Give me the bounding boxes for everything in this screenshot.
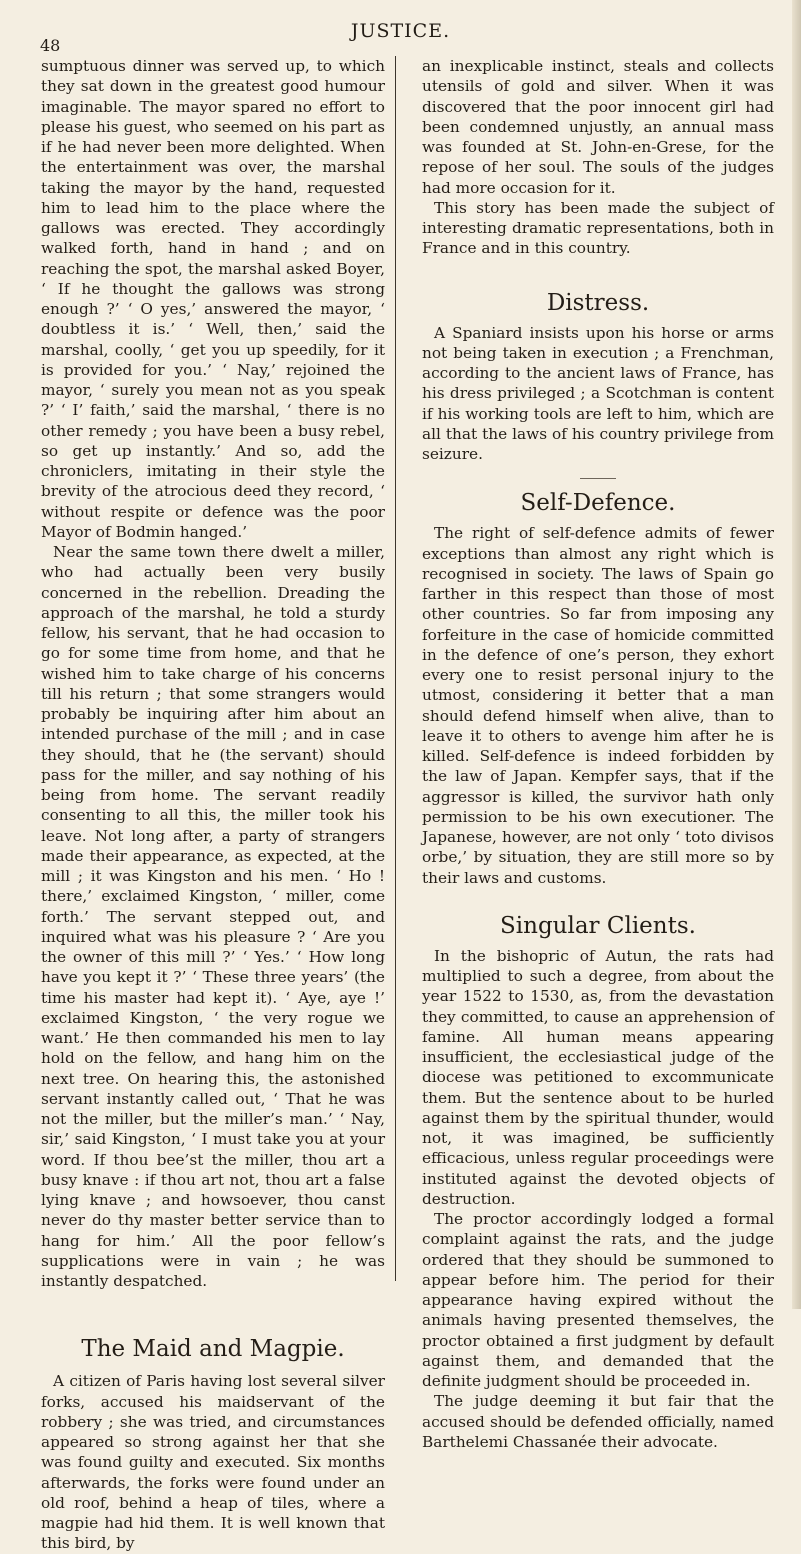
right-paragraph-2: This story has been made the subject of interesting dramatic representations, both in France and in this country.	[422, 198, 774, 258]
right-paragraph-3: A Spaniard insists upon his horse or arms not being taken in execution ; a Frenchman, according to the ancient laws of France, has his dress privileged ; a Scotchman is content if his working tools are left to him, which are all that the laws of his country privilege from seizure.	[422, 323, 774, 463]
right-paragraph-1: an inexplicable instinct, steals and collects utensils of gold and silver. When it was discovered that the poor innocent girl had been condemned unjustly, an annual mass was founded at St. John-en-Grese, for the repose of her soul. The souls of the judges had more occasion for it.	[422, 57, 774, 197]
running-head: JUSTICE.	[350, 20, 451, 42]
heading-singular-clients: Singular Clients.	[500, 912, 696, 939]
right-paragraph-5: In the bishopric of Autun, the rats had multiplied to such a degree, from about the year 1522 to 1530, as, from the devastation they committed, to cause an apprehension of famine. All human means appearing insufficient, the ecclesiastical judge of the diocese was petitioned to excommunicate them. But the sentence about to be hurled against them by the spiritual thunder, would not, it was imagined, be sufficiently efficacious, unless regular proceedings were instituted against the devoted objects of destruction.	[422, 946, 774, 1208]
right-column	[422, 56, 774, 1452]
section-divider	[580, 478, 616, 479]
right-paragraph-7: The judge deeming it but fair that the accused should be defended officially, named Barthelemi Chassanée their advocate.	[422, 1392, 774, 1451]
page-edge-shadow	[792, 0, 801, 1309]
heading-distress: Distress.	[546, 289, 650, 316]
left-column	[41, 56, 385, 1554]
heading-self-defence: Self-Defence.	[520, 490, 676, 517]
right-paragraph-6: The proctor accordingly lodged a formal complaint against the rats, and the judge ordered that they should be summoned to appear before him. The period for their appearance having expired without the animals having presented themselves, the proctor obtained a first judgment by default against them, and demanded that the definite judgment should be proceeded in.	[422, 1210, 774, 1390]
heading-maid-and-magpie: The Maid and Magpie.	[81, 1336, 345, 1363]
left-paragraph-3: A citizen of Paris having lost several silver forks, accused his maidservant of the robbery ; she was tried, and circumstances appeared so strong against her that she was found guilty and executed. Six months afterwards, the forks were found under an old roof, behind a heap of tiles, where a magpie had hid them. It is well known that this bird, by	[41, 1372, 385, 1553]
left-paragraph-1: sumptuous dinner was served up, to which they sat down in the greatest good humour imaginable. The mayor spared no effort to please his guest, who seemed on his part as if he had never been more delighted. When the entertainment was over, the marshal taking the mayor by the hand, requested him to lead him to the place where the gallows was erected. They accordingly walked forth, hand in hand ; and on reaching the spot, the marshal asked Boyer, ‘ If he thought the gallows was strong enough ?’ ‘ O yes,’ answered the mayor, ‘ doubtless it is.’ ‘ Well, then,’ said the marshal, coolly, ‘ get you up speedily, for it is provided for you.’ ‘ Nay,’ rejoined the mayor, ‘ surely you mean not as you speak ?’ ‘ I’ faith,’ said the marshal, ‘ there is no other remedy ; you have been a busy rebel, so get up instantly.’ And so, add the chroniclers, imitating in their style the brevity of the atrocious deed they record, ‘ without respite or defence was the poor Mayor of Bodmin hanged.’	[41, 57, 385, 541]
right-paragraph-4: The right of self-defence admits of fewer exceptions than almost any right which is recognised in society. The laws of Spain go farther in this respect than those of most other countries. So far from imposing any forfeiture in the case of homicide committed in the defence of one’s person, they exhort every one to resist personal injury to the utmost, considering it better that a man should defend himself when alive, than to leave it to others to avenge him after he is killed. Self-defence is indeed forbidden by the law of Japan. Kempfer says, that if the aggressor is killed, the survivor hath only permission to be his own executioner. The Japanese, however, are not only ‘ toto divisos orbe,’ by situation, they are still more so by their laws and customs.	[422, 524, 774, 887]
left-paragraph-2: Near the same town there dwelt a miller, who had actually been very busily concerned in the rebellion. Dreading the approach of the marshal, he told a sturdy fellow, his servant, that he had occasion to go for some time from home, and that he wished him to take charge of his concerns till his return ; that some strangers would probably be inquiring after him about an intended purchase of the mill ; and in case they should, that he (the servant) should pass for the miller, and say nothing of his being from home. The servant readily consenting to all this, the miller took his leave. Not long after, a party of strangers made their appearance, as expected, at the mill ; it was Kingston and his men. ‘ Ho ! there,’ exclaimed Kingston, ‘ miller, come forth.’ The servant stepped out, and inquired what was his pleasure ? ‘ Are you the owner of this mill ?’ ‘ Yes.’ ‘ How long have you kept it ?’ ‘ These three years’ (the time his master had kept it). ‘ Aye, aye !’ exclaimed Kingston, ‘ the very rogue we want.’ He then commanded his men to lay hold on the fellow, and hang him on the next tree. On hearing this, the astonished servant instantly called out, ‘ That he was not the miller, but the miller’s man.’ ‘ Nay, sir,’ said Kingston, ‘ I must take you at your word. If thou bee’st the miller, thou art a busy knave : if thou art not, thou art a false lying knave ; and howsoever, thou canst never do thy master better service than to hang for him.’ All the poor fellow’s supplications were in vain ; he was instantly despatched.	[41, 543, 385, 1290]
page-number: 48	[40, 36, 61, 55]
column-rule	[395, 56, 396, 1281]
